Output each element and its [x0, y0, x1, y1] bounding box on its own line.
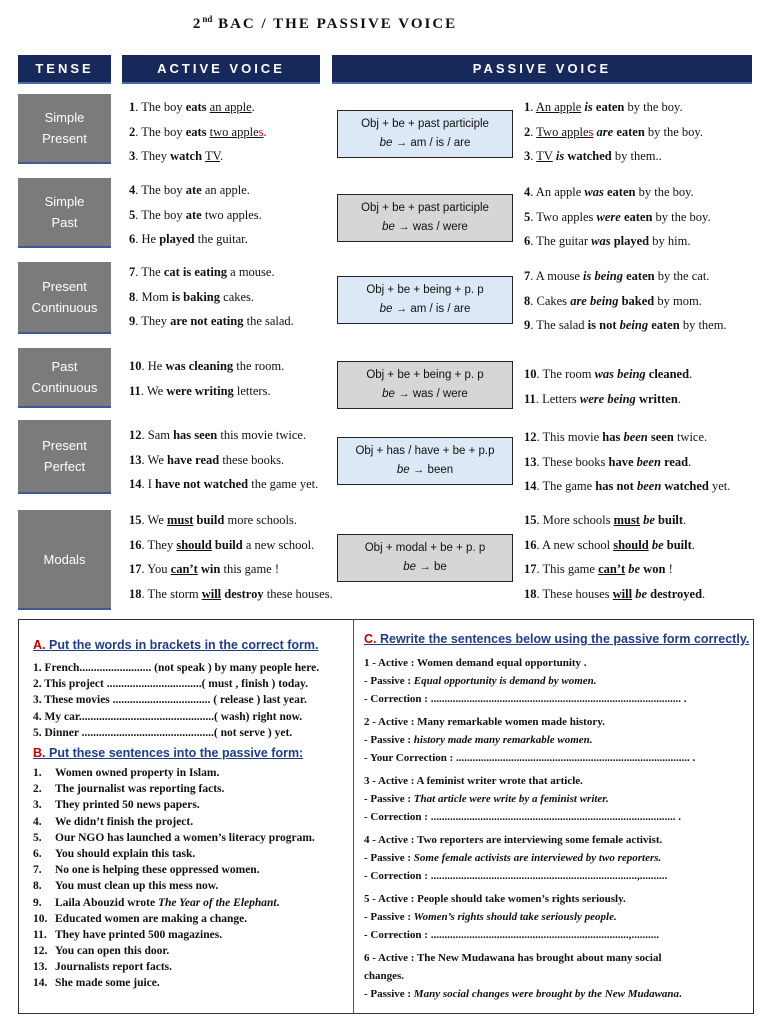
list-item: 11. They have printed 500 magazines.: [33, 928, 223, 941]
list-item: - Passive : history made many remarkable women.: [364, 734, 593, 746]
list-item: - Passive : Equal opportunity is demand by women.: [364, 675, 597, 687]
list-item: 2 - Active : Many remarkable women made history.: [364, 716, 605, 728]
passive-present-perfect: 12. This movie has been seen twice. 13. These books have been read. 14. The game has not been watched yet.: [524, 430, 731, 493]
active-modals: 15. We must build more schools. 16. They should build a new school. 17. You can’t win this game ! 18. The storm will destroy these houses.: [129, 513, 333, 601]
section-a-heading: A. Put the words in brackets in the correct form.: [33, 638, 319, 652]
panel-divider: [353, 619, 354, 1014]
tense-present-perfect: Present Perfect: [18, 420, 111, 494]
list-item: 4. We didn’t finish the project.: [33, 815, 194, 828]
header-passive-voice: PASSIVE VOICE: [332, 55, 752, 84]
list-item: - Correction : ...........................................................................,..........: [364, 870, 668, 882]
list-item: 2. The journalist was reporting facts.: [33, 783, 225, 796]
list-item: 8. You must clean up this mess now.: [33, 880, 219, 893]
section-c-list: [364, 654, 695, 1003]
list-item: 5. Dinner ..............................................( not serve ) yet.: [33, 726, 293, 739]
list-item: 9. Laila Abouzid wrote The Year of the Elephant.: [33, 896, 280, 909]
list-item: 12. You can open this door.: [33, 945, 170, 958]
tense-present-continuous: Present Continuous: [18, 262, 111, 334]
list-item: 3. They printed 50 news papers.: [33, 799, 200, 812]
list-item: 3 - Active : A feminist writer wrote that article.: [364, 775, 583, 787]
list-item: 6 - Active : The New Mudawana has brought about many social: [364, 952, 662, 964]
formula-present-perfect: Obj + has / have + be + p.p be → been: [337, 437, 513, 485]
formula-present-continuous: Obj + be + being + p. p be → am / is / are: [337, 276, 513, 324]
formula-modals: Obj + modal + be + p. p be → be: [337, 534, 513, 582]
list-item: 14. She made some juice.: [33, 977, 160, 990]
list-item: 6. You should explain this task.: [33, 847, 196, 860]
list-item: 5 - Active : People should take women’s rights seriously.: [364, 893, 626, 905]
list-item: - Passive : That article were write by a feminist writer.: [364, 793, 609, 805]
formula-past-continuous: Obj + be + being + p. p be → was / were: [337, 361, 513, 409]
list-item: 5. Our NGO has launched a women’s literacy program.: [33, 831, 315, 844]
tense-modals: Modals: [18, 510, 111, 610]
section-c-heading: C. Rewrite the sentences below using the passive form correctly.: [364, 632, 750, 646]
tense-past-continuous: Past Continuous: [18, 348, 111, 408]
list-item: 3. These movies .................................. ( release ) last year.: [33, 694, 307, 707]
list-item: 13. Journalists report facts.: [33, 961, 173, 974]
list-item: changes.: [364, 970, 405, 982]
section-a-list: [33, 660, 319, 741]
list-item: 7. No one is helping these oppressed women.: [33, 864, 260, 877]
active-simple-past: 4. The boy ate an apple. 5. The boy ate two apples. 6. He played the guitar.: [129, 183, 262, 246]
list-item: 1 - Active : Women demand equal opportunity .: [364, 657, 587, 669]
list-item: - Passive : Many social changes were brought by the New Mudawana.: [364, 988, 682, 1000]
list-item: - Correction : ......................................................................................... .: [364, 811, 681, 823]
tense-simple-present: Simple Present: [18, 94, 111, 164]
active-present-continuous: 7. The cat is eating a mouse. 8. Mom is baking cakes. 9. They are not eating the salad.: [129, 265, 294, 328]
header-tense: TENSE: [18, 55, 111, 84]
formula-simple-past: Obj + be + past participle be → was / were: [337, 194, 513, 242]
list-item: - Correction : ........................................................................................... .: [364, 693, 687, 705]
passive-modals: 15. More schools must be built. 16. A new school should be built. 17. This game can’t be won ! 18. These houses will be destroyed.: [524, 513, 706, 601]
list-item: 1. French......................... (not speak ) by many people here.: [33, 662, 320, 674]
list-item: 1. Women owned property in Islam.: [33, 767, 220, 779]
list-item: - Your Correction : ..................................................................................... .: [364, 752, 696, 764]
formula-simple-present: Obj + be + past participle be → am / is / are: [337, 110, 513, 158]
list-item: 4. My car...............................................( wash) right now.: [33, 710, 303, 723]
list-item: - Passive : Women’s rights should take seriously people.: [364, 911, 617, 923]
header-active-voice: ACTIVE VOICE: [122, 55, 320, 84]
list-item: - Passive : Some female activists are interviewed by two reporters.: [364, 852, 662, 864]
passive-simple-present: 1. An apple is eaten by the boy. 2. Two apples are eaten by the boy. 3. TV is watched by them..: [524, 100, 703, 163]
passive-past-continuous: 10. The room was being cleaned. 11. Letters were being written.: [524, 367, 693, 406]
page-title: 2nd BAC / THE PASSIVE VOICE: [192, 14, 458, 32]
passive-present-continuous: 7. A mouse is being eaten by the cat. 8. Cakes are being baked by mom. 9. The salad is not being eaten by them.: [524, 269, 727, 332]
active-simple-present: 1. The boy eats an apple. 2. The boy eats two apples. 3. They watch TV.: [129, 100, 267, 163]
active-present-perfect: 12. Sam has seen this movie twice. 13. We have read these books. 14. I have not watched the game yet.: [129, 428, 319, 491]
tense-simple-past: Simple Past: [18, 178, 111, 248]
passive-simple-past: 4. An apple was eaten by the boy. 5. Two apples were eaten by the boy. 6. The guitar was played by him.: [524, 185, 711, 248]
list-item: 10. Educated women are making a change.: [33, 912, 248, 925]
list-item: - Correction : ........................................................................,..........: [364, 929, 659, 941]
active-past-continuous: 10. He was cleaning the room. 11. We were writing letters.: [129, 359, 285, 398]
section-b-heading: B. Put these sentences into the passive form:: [33, 746, 304, 760]
section-b-list: [33, 765, 315, 992]
list-item: 2. This project .................................( must , finish ) today.: [33, 678, 308, 691]
list-item: 4 - Active : Two reporters are interviewing some female activist.: [364, 834, 663, 846]
